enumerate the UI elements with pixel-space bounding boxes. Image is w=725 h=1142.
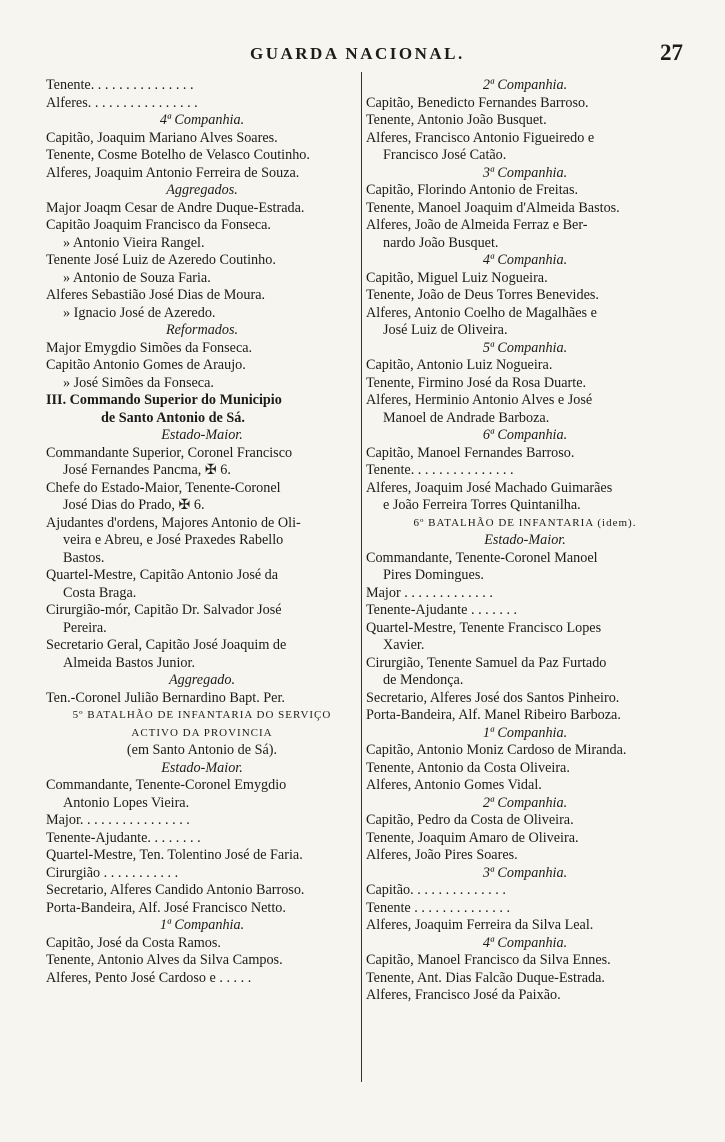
text-line: veira e Abreu, e José Praxedes Rabello [63,532,284,548]
text-line: Major . . . . . . . . . . . . . [366,584,493,601]
text-line: Alferes, João Pires Soares. [366,847,518,863]
text-line: Capitão, Manoel Francisco da Silva Ennes. [366,952,611,968]
text-line: Tenente. . . . . . . . . . . . . . . [366,462,514,478]
text-line: Capitão, Manoel Fernandes Barroso. [366,444,575,461]
text-line: Quartel-Mestre, Tenente Francisco Lopes [366,619,602,636]
text-line: Capitão, Pedro da Costa de Oliveira. [366,812,574,828]
text-line: Cirurgião, Tenente Samuel da Paz Furtado [366,654,607,671]
text-line: Cirurgião . . . . . . . . . . . [46,864,179,881]
text-line: Capitão, Antonio Moniz Cardoso de Miranda. [366,742,627,758]
text-line: e João Ferreira Torres Quintanilha. [383,497,581,513]
text-line: Alferes, Joaquim Antonio Ferreira de Souza. [46,164,300,181]
page-number: 27 [660,40,683,65]
page-header [0,40,725,72]
text-line: Secretario, Alferes Candido Antonio Barroso. [46,882,305,898]
section-heading: 6º BATALHÃO DE INFANTARIA (idem). [413,516,637,529]
text-line: » Antonio Vieira Rangel. [63,234,205,251]
right-column [366,77,684,1005]
text-line: Tenente, Cosme Botelho de Velasco Coutinho. [46,147,310,163]
section-heading: Aggregados. [166,182,238,198]
text-line: Capitão Joaquim Francisco da Fonseca. [46,217,271,233]
text-line: Porta-Bandeira, Alf. Manel Ribeiro Barboza. [366,707,621,723]
text-line: Major Joaqm Cesar de Andre Duque-Estrada. [46,199,305,216]
text-line: Commandante, Tenente-Coronel Emygdio [46,777,287,793]
section-heading: Estado-Maior. [161,759,243,776]
left-column [46,77,358,987]
text-line: de Santo Antonio de Sá. [101,409,245,426]
section-heading: 3ª Companhia. [482,164,568,181]
text-line: Xavier. [383,637,425,653]
text-line: Major. . . . . . . . . . . . . . . . [46,812,190,828]
text-line: Alferes Sebastião José Dias de Moura. [46,287,266,303]
section-heading: 5ª Companhia. [482,339,568,356]
section-heading: (em Santo Antonio de Sá). [126,742,278,758]
text-line: Tenente. . . . . . . . . . . . . . . [46,77,194,93]
text-line: Capitão. . . . . . . . . . . . . . [366,882,506,898]
text-line: Alferes, João de Almeida Ferraz e Ber- [366,217,588,233]
text-line: Costa Braga. [63,584,137,601]
text-line: Capitão, Joaquim Mariano Alves Soares. [46,129,278,146]
text-line: Almeida Bastos Junior. [63,654,196,671]
text-line: Quartel-Mestre, Ten. Tolentino José de Faria. [46,847,303,863]
text-line: Tenente . . . . . . . . . . . . . . [366,899,511,916]
section-heading: 1ª Companhia. [482,724,568,741]
text-line: Tenente, João de Deus Torres Benevides. [366,287,599,303]
section-heading: 4ª Companhia. [482,252,568,268]
text-line: Pires Domingues. [383,567,484,583]
text-line: Alferes, Francisco Antonio Figueiredo e [366,129,595,146]
text-line: Antonio Lopes Vieira. [63,794,190,811]
text-line: Secretario Geral, Capitão José Joaquim de [46,637,287,653]
section-heading: 4ª Companhia. [159,112,245,128]
section-heading: Estado-Maior. [161,427,243,443]
text-line: Tenente, Antonio da Costa Oliveira. [366,759,570,776]
text-line: Commandante, Tenente-Coronel Manoel [366,549,598,566]
text-line: José Dias do Prado, ✠ 6. [63,497,205,513]
text-line: Tenente, Antonio João Busquet. [366,112,547,128]
text-line: Capitão, Benedicto Fernandes Barroso. [366,94,589,111]
text-line: Capitão, Antonio Luiz Nogueira. [366,357,553,373]
section-heading: 3ª Companhia. [482,864,568,881]
text-line: Tenente José Luiz de Azeredo Coutinho. [46,252,276,268]
text-line: Secretario, Alferes José dos Santos Pinheiro. [366,689,620,706]
section-heading: Estado-Maior. [484,532,566,548]
text-line: Alferes, Joaquim Ferreira da Silva Leal. [366,917,594,933]
text-line: Commandante Superior, Coronel Francisco [46,444,293,461]
text-line: Bastos. [63,549,105,566]
text-line: nardo João Busquet. [383,234,499,251]
text-line: Cirurgião-mór, Capitão Dr. Salvador José [46,602,282,618]
text-line: Quartel-Mestre, Capitão Antonio José da [46,567,279,583]
text-line: Capitão Antonio Gomes de Araujo. [46,357,246,373]
section-heading: 2ª Companhia. [482,77,568,93]
text-line: Alferes. . . . . . . . . . . . . . . . [46,94,198,111]
text-line: Porta-Bandeira, Alf. José Francisco Netto. [46,899,286,916]
text-line: Manoel de Andrade Barboza. [383,409,550,426]
section-heading: 5º BATALHÃO DE INFANTARIA DO SERVIÇO [72,709,332,721]
section-heading: ACTIVO DA PROVINCIA [131,726,273,739]
text-line: Alferes, Francisco José da Paixão. [366,987,561,1003]
text-line: Ten.-Coronel Julião Bernardino Bapt. Per. [46,689,285,706]
section-heading: 1ª Companhia. [159,917,245,933]
text-line: Alferes, Antonio Gomes Vidal. [366,777,542,793]
text-line: Tenente, Joaquim Amaro de Oliveira. [366,829,579,846]
text-line: » Antonio de Souza Faria. [63,269,211,286]
running-title: GUARDA NACIONAL. [250,44,465,63]
text-line: Alferes, Joaquim José Machado Guimarães [366,479,613,496]
text-line: Alferes, Antonio Coelho de Magalhães e [366,304,597,321]
section-heading: 6ª Companhia. [482,427,568,443]
text-line: Tenente-Ajudante. . . . . . . . [46,829,201,846]
text-line: Capitão, Miguel Luiz Nogueira. [366,269,548,286]
text-line: de Mendonça. [383,672,464,688]
column-divider [361,72,362,1082]
text-line: » Ignacio José de Azeredo. [63,304,216,321]
text-line: Pereira. [63,619,107,636]
text-line: Ajudantes d'ordens, Majores Antonio de Oli- [46,514,301,531]
text-line: » José Simões da Fonseca. [63,374,214,391]
text-line: Tenente, Antonio Alves da Silva Campos. [46,952,283,968]
text-line: Tenente, Manoel Joaquim d'Almeida Bastos. [366,199,620,216]
text-line: José Luiz de Oliveira. [383,322,508,338]
text-line: Francisco José Catão. [383,147,507,163]
text-line: José Fernandes Pancma, ✠ 6. [63,462,231,478]
text-line: Alferes, Herminio Antonio Alves e José [366,392,593,408]
text-line: Tenente, Ant. Dias Falcão Duque-Estrada. [366,969,605,986]
text-line: Tenente-Ajudante . . . . . . . [366,602,518,618]
text-line: Tenente, Firmino José da Rosa Duarte. [366,374,587,391]
section-heading: 2ª Companhia. [482,794,568,811]
text-line: III. Commando Superior do Municipio [46,392,282,408]
text-line: Capitão, José da Costa Ramos. [46,934,221,951]
text-line: Chefe do Estado-Maior, Tenente-Coronel [46,479,281,496]
section-heading: 4ª Companhia. [482,934,568,951]
text-line: Alferes, Pento José Cardoso e . . . . . [46,969,252,986]
text-line: Major Emygdio Simões da Fonseca. [46,339,253,356]
section-heading: Aggregado. [168,672,236,688]
section-heading: Reformados. [165,322,239,338]
text-line: Capitão, Florindo Antonio de Freitas. [366,182,579,198]
